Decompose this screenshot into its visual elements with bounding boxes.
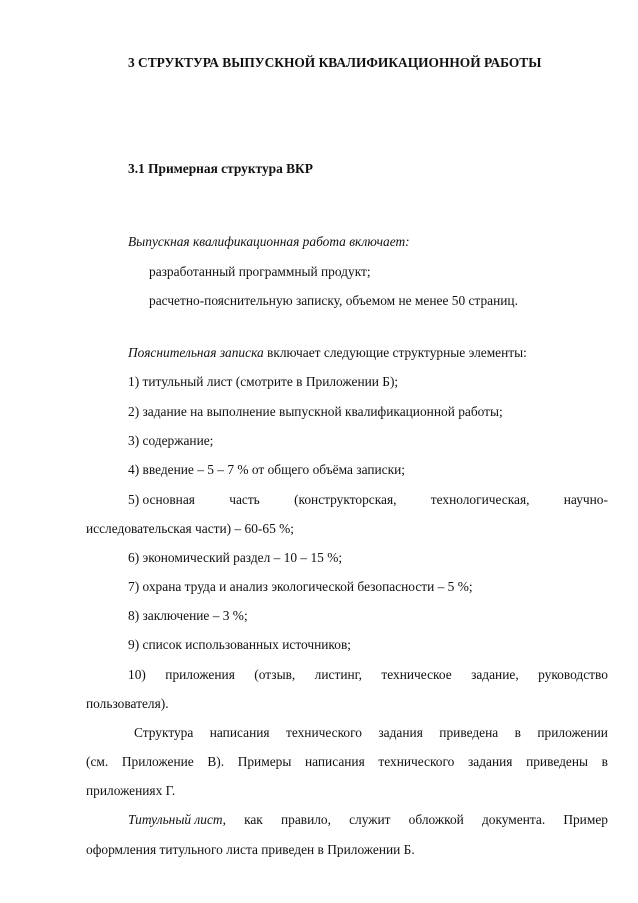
word: научно- [563, 492, 608, 507]
word: задания [467, 754, 513, 769]
word: Пример [563, 812, 608, 827]
word: Примеры [237, 754, 292, 769]
word: часть [229, 492, 260, 507]
word: приведены [526, 754, 589, 769]
paragraph-line [134, 725, 608, 741]
word: В). [207, 754, 225, 769]
word: листинг, [314, 667, 362, 682]
title-sheet-phrase [128, 812, 226, 828]
word: обложкой [408, 812, 464, 827]
list-item: 2) задание на выполнение выпускной квалификационной работы; [128, 404, 503, 419]
list-item-10 [128, 667, 608, 683]
word: задания [378, 725, 423, 740]
intro-item: разработанный программный продукт; [149, 264, 371, 279]
word: приложении [537, 725, 608, 740]
chapter-title: 3 СТРУКТУРА ВЫПУСКНОЙ КВАЛИФИКАЦИОННОЙ РАБОТЫ [128, 55, 542, 70]
list-item-5-cont: исследовательская части) – 60-65 %; [86, 521, 294, 536]
word: технологическая, [430, 492, 530, 507]
word: 5) основная [128, 492, 195, 507]
note-intro-rest: включает следующие структурные элементы: [263, 345, 527, 360]
list-item: 7) охрана труда и анализ экологической безопасности – 5 %; [128, 579, 473, 594]
note-intro-italic: Пояснительная записка [128, 345, 264, 360]
list-item: 6) экономический раздел – 10 – 15 %; [128, 550, 343, 565]
word: в [601, 754, 608, 769]
word: в [514, 725, 521, 740]
word: (см. [86, 754, 109, 769]
word: служит [349, 812, 391, 827]
word: написания [304, 754, 365, 769]
word: (отзыв, [254, 667, 296, 682]
list-item: 4) введение – 5 – 7 % от общего объёма записки; [128, 462, 406, 477]
paragraph-line: оформления титульного листа приведен в Приложении Б. [86, 842, 415, 857]
word: 10) [128, 667, 146, 682]
word: руководство [538, 667, 608, 682]
word: технического [378, 754, 455, 769]
italic-term: Титульный лист [128, 812, 223, 827]
word: (конструкторская, [294, 492, 397, 507]
list-item: 1) титульный лист (смотрите в Приложении Б); [128, 374, 399, 389]
word: Приложение [121, 754, 194, 769]
word: написания [209, 725, 270, 740]
word: Структура [134, 725, 194, 740]
word: приведена [439, 725, 499, 740]
list-item: 9) список использованных источников; [128, 637, 351, 652]
paragraph-line: приложениях Г. [86, 783, 176, 798]
intro-lead: Выпускная квалификационная работа включает: [128, 234, 410, 249]
list-item: 8) заключение – 3 %; [128, 608, 248, 623]
paragraph-line [86, 754, 608, 770]
word: документа. [481, 812, 546, 827]
section-title: 3.1 Примерная структура ВКР [128, 161, 313, 176]
word: техническое [381, 667, 452, 682]
word: приложения [165, 667, 235, 682]
note-intro [128, 345, 527, 361]
list-item-5 [128, 492, 608, 508]
list-item-10-cont: пользователя). [86, 696, 169, 711]
word: , [222, 812, 226, 827]
intro-item: расчетно-пояснительную записку, объемом не менее 50 страниц. [149, 293, 518, 308]
list-item: 3) содержание; [128, 433, 214, 448]
word: как [244, 812, 263, 827]
word: технического [285, 725, 362, 740]
paragraph-line [128, 812, 608, 828]
word: задание, [471, 667, 519, 682]
word: правило, [280, 812, 331, 827]
